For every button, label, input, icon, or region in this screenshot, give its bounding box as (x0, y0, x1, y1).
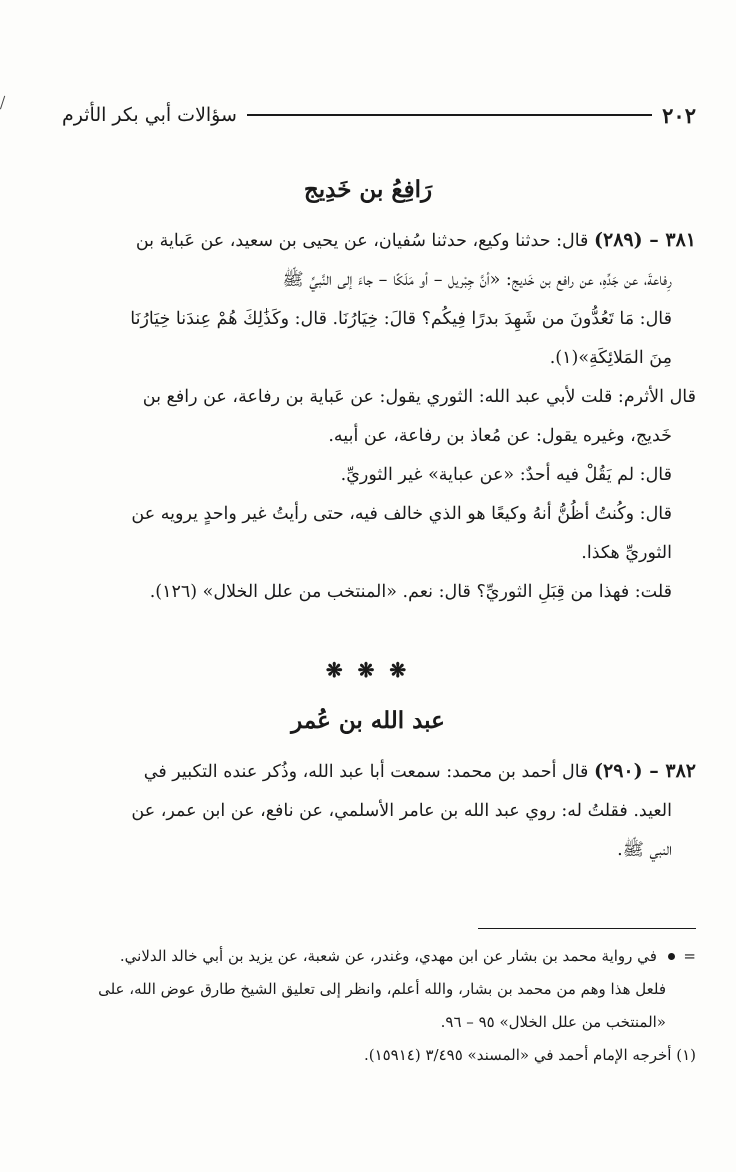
entry-line: مِنَ المَلائِكَةِ»(١). (549, 348, 672, 368)
paragraph-i-thought-cont: الثوريِّ هكذا. (581, 543, 672, 563)
entry-line: ٣٨٢ – (٢٩٠) قال أحمد بن محمد: سمعت أبا عبد الله، وذُكر عنده التكبير في (143, 760, 696, 782)
section-separator: ❋ ❋ ❋ (325, 658, 411, 682)
entry-line: النبي ﷺ. (617, 840, 672, 860)
section-heading-abdullah: عبد الله بن عُمر (291, 707, 445, 734)
footnote-continuation-line: «المنتخب من علل الخلال» ٩٥ – ٩٦. (440, 1013, 666, 1031)
entry-381 (64, 221, 696, 612)
entry-382 (64, 752, 696, 870)
running-title: سؤالات أبي بكر الأثرم (62, 104, 237, 126)
entry-line: قال: مَا تَعُدُّونَ من شَهِدَ بدرًا فِيكُم؟ قالَ: خِيَارُنَا. قال: وكَذَٰلِكَ هُمْ عِندَنا خِيَارُنَا (130, 309, 672, 329)
header-rule (247, 114, 652, 116)
section-heading-rafi: رَافِعُ بن خَدِيج (303, 176, 433, 203)
footnote-rule (478, 928, 696, 929)
paragraph-no-one-said: قال: لم يَقُلْ فيه أحدٌ: «عن عباية» غير الثوريِّ. (340, 465, 672, 485)
paragraph-athram-cont: خَديج، وغيره يقول: عن مُعاذ بن رفاعة، عن أبيه. (328, 426, 672, 446)
footnote-1: (١) أخرجه الإمام أحمد في «المسند» ٣/٤٩٥ (١٥٩١٤). (363, 1046, 696, 1064)
page-number: ٢٠٢ (662, 102, 696, 128)
footnote-continuation-line: فلعل هذا وهم من محمد بن بشار، والله أعلم، وانظر إلى تعليق الشيخ طارق عوض الله، على (98, 980, 666, 998)
entry-number: ٣٨١ – (٢٨٩) (594, 229, 696, 251)
entry-line: العيد. فقلتُ له: روي عبد الله بن عامر الأسلمي، عن نافع، عن ابن عمر، عن (131, 801, 672, 821)
bullet-icon (668, 953, 675, 960)
footnote-continuation: = في رواية محمد بن بشار عن ابن مهدي، وغندر، عن شعبة، عن يزيد بن أبي خالد الدلاني. (119, 947, 696, 965)
footnotes (64, 940, 696, 1072)
entry-line: رِفاعةَ، عن جَدِّهِ، عن رافع بن خَديج: «أنَّ جِبْريل – أو مَلَكًا – جاءَ إلى النَّبيِّ ﷺ (282, 270, 672, 290)
paragraph-muntakhab-ref: قلت: فهذا من قِبَلِ الثوريِّ؟ قال: نعم. «المنتخب من علل الخلال» (١٢٦). (149, 582, 672, 602)
entry-number: ٣٨٢ – (٢٩٠) (594, 760, 696, 782)
paragraph-athram: قال الأثرم: قلت لأبي عبد الله: الثوري يقول: عن عَباية بن رفاعة، عن رافع بن (142, 387, 696, 407)
margin-mark (0, 96, 8, 111)
paragraph-i-thought: قال: وكُنتُ أظُنُّ أنهُ وكيعًا هو الذي خالف فيه، حتى رأيتُ غير واحدٍ يرويه عن (131, 504, 672, 524)
entry-line: ٣٨١ – (٢٨٩) قال: حدثنا وكيع، حدثنا سُفيان، عن يحيى بن سعيد، عن عَباية بن (135, 229, 696, 251)
continuation-mark: = (683, 947, 696, 965)
running-header (62, 100, 696, 130)
